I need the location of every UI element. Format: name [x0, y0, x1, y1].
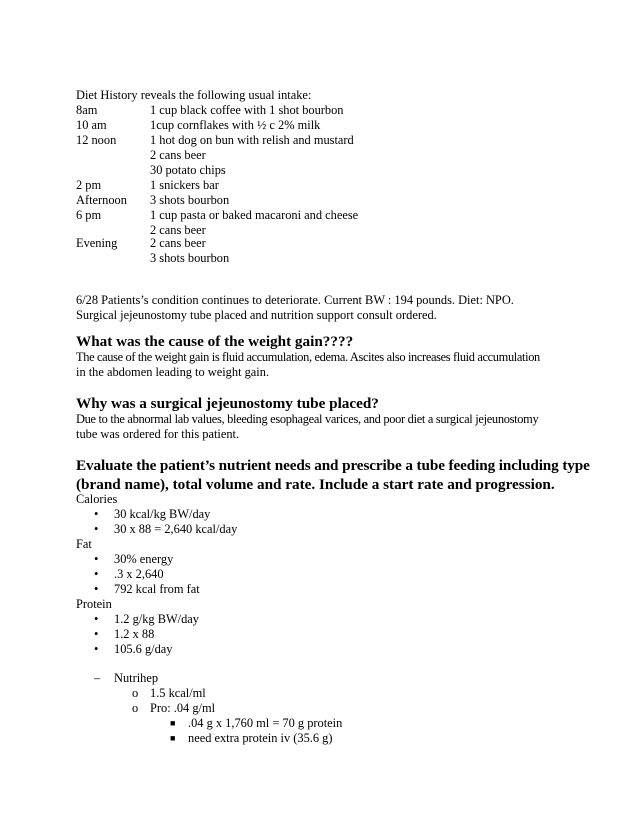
answer-line: The cause of the weight gain is fluid accumulation, edema. Ascites also increases fluid accumulation [76, 350, 540, 364]
time-cell: 10 am [76, 118, 107, 132]
formula-detail: 1.5 kcal/ml [150, 686, 206, 700]
formula-detail: Pro: .04 g/ml [150, 701, 216, 715]
bullet-icon: • [94, 522, 99, 536]
food-cell: 1 cup pasta or baked macaroni and cheese [150, 208, 359, 222]
answer-line: Due to the abnormal lab values, bleeding esophageal varices, and poor diet a surgical jejeunostomy [76, 412, 539, 426]
food-cell: 2 cans beer [150, 223, 206, 237]
formula-name: Nutrihep [114, 671, 159, 685]
bullet-icon: • [94, 582, 99, 596]
status-update-line: Surgical jejeunostomy tube placed and nutrition support consult ordered. [76, 308, 437, 322]
time-cell: Afternoon [76, 193, 127, 207]
food-cell: 2 cans beer [150, 236, 206, 250]
time-cell: 6 pm [76, 208, 102, 222]
list-item: 1.2 x 88 [114, 627, 155, 641]
food-cell: 1 cup black coffee with 1 shot bourbon [150, 103, 344, 117]
food-cell: 2 cans beer [150, 148, 206, 162]
question-heading: What was the cause of the weight gain???? [76, 333, 354, 350]
list-item: .3 x 2,640 [114, 567, 164, 581]
circle-bullet-icon: o [132, 686, 139, 700]
square-bullet-icon: ■ [170, 733, 176, 743]
bullet-icon: • [94, 642, 99, 656]
bullet-icon: • [94, 552, 99, 566]
answer-line: in the abdomen leading to weight gain. [76, 365, 270, 379]
food-cell: 30 potato chips [150, 163, 226, 177]
square-bullet-icon: ■ [170, 718, 176, 728]
bullet-icon: • [94, 567, 99, 581]
list-item: 105.6 g/day [114, 642, 173, 656]
food-cell: 1 hot dog on bun with relish and mustard [150, 133, 354, 147]
list-item: 1.2 g/kg BW/day [114, 612, 200, 626]
circle-bullet-icon: o [132, 701, 139, 715]
formula-calc: need extra protein iv (35.6 g) [188, 731, 333, 745]
section-label: Fat [76, 537, 92, 551]
diet-history-intro: Diet History reveals the following usual intake: [76, 88, 312, 102]
bullet-icon: • [94, 627, 99, 641]
time-cell: 2 pm [76, 178, 102, 192]
formula-calc: .04 g x 1,760 ml = 70 g protein [188, 716, 343, 730]
answer-line: tube was ordered for this patient. [76, 427, 240, 441]
food-cell: 3 shots bourbon [150, 193, 230, 207]
time-cell: Evening [76, 236, 118, 250]
list-item: 30 kcal/kg BW/day [114, 507, 211, 521]
list-item: 792 kcal from fat [114, 582, 200, 596]
section-label: Calories [76, 492, 118, 506]
dash-icon: – [94, 671, 101, 685]
list-item: 30% energy [114, 552, 174, 566]
question-heading: (brand name), total volume and rate. Include a start rate and progression. [76, 476, 555, 493]
food-cell: 3 shots bourbon [150, 251, 230, 265]
section-label: Protein [76, 597, 112, 611]
food-cell: 1 snickers bar [150, 178, 219, 192]
status-update-line: 6/28 Patients’s condition continues to deteriorate. Current BW : 194 pounds. Diet: NPO. [76, 293, 514, 307]
question-heading: Evaluate the patient’s nutrient needs and prescribe a tube feeding including type [76, 457, 590, 474]
question-heading: Why was a surgical jejeunostomy tube placed? [76, 395, 379, 412]
time-cell: 12 noon [76, 133, 117, 147]
bullet-icon: • [94, 612, 99, 626]
food-cell: 1cup cornflakes with ½ c 2% milk [150, 118, 321, 132]
bullet-icon: • [94, 507, 99, 521]
list-item: 30 x 88 = 2,640 kcal/day [114, 522, 238, 536]
time-cell: 8am [76, 103, 98, 117]
